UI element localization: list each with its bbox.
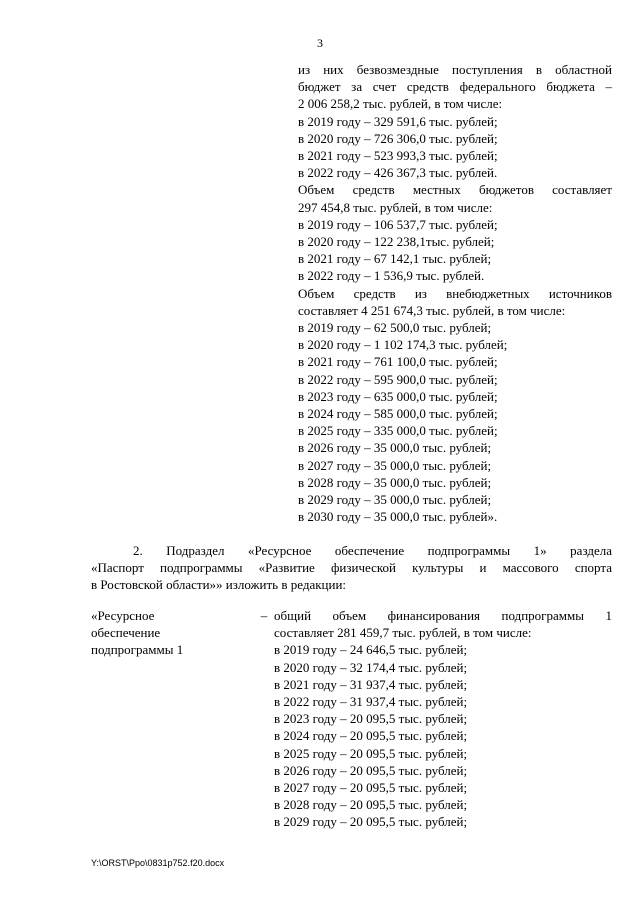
paragraph-line: в Ростовской области»» изложить в редакции: xyxy=(91,577,347,593)
federal-year-line: в 2019 году – 329 591,6 тыс. рублей; xyxy=(298,113,498,129)
value-year-line: в 2024 году – 20 095,5 тыс. рублей; xyxy=(274,728,468,744)
value-year-line: в 2022 году – 31 937,4 тыс. рублей; xyxy=(274,694,468,710)
federal-year-line: в 2022 году – 426 367,3 тыс. рублей. xyxy=(298,165,498,181)
extra-year-line: в 2025 году – 335 000,0 тыс. рублей; xyxy=(298,423,498,439)
value-year-line: в 2029 году – 20 095,5 тыс. рублей; xyxy=(274,814,468,830)
federal-intro-line: из них безвозмездные поступления в областной xyxy=(298,62,612,77)
extra-intro-line: Объем средств из внебюджетных источников xyxy=(298,285,612,301)
page-number: 3 xyxy=(317,36,323,50)
amendment-paragraph xyxy=(91,542,612,594)
federal-year-line: в 2021 году – 523 993,3 тыс. рублей; xyxy=(298,148,498,164)
federal-intro-line-2: бюджет за счет средств федерального бюджета – xyxy=(298,79,612,95)
file-path-footer: Y:\ORST\Ppo\0831p752.f20.docx xyxy=(91,858,225,868)
paragraph-line: «Паспорт подпрограммы «Развитие физической культуры и массового спорта xyxy=(91,560,612,576)
extra-year-line: в 2021 году – 761 100,0 тыс. рублей; xyxy=(298,354,498,370)
label-line: «Ресурсное xyxy=(91,608,155,623)
extra-year-line: в 2026 году – 35 000,0 тыс. рублей; xyxy=(298,440,492,456)
table-dash: – xyxy=(260,608,268,623)
value-year-line: в 2025 году – 20 095,5 тыс. рублей; xyxy=(274,745,468,761)
extra-year-line: в 2028 году – 35 000,0 тыс. рублей; xyxy=(298,474,492,490)
extra-total-line: составляет 4 251 674,3 тыс. рублей, в том числе: xyxy=(298,302,566,318)
value-year-line: в 2019 году – 24 646,5 тыс. рублей; xyxy=(274,642,468,658)
local-year-line: в 2021 году – 67 142,1 тыс. рублей; xyxy=(298,251,492,267)
value-intro-line: общий объем финансирования подпрограммы 1 xyxy=(274,608,612,623)
value-total-line: составляет 281 459,7 тыс. рублей, в том числе: xyxy=(274,625,532,641)
label-line: обеспечение xyxy=(91,625,161,641)
value-year-line: в 2023 году – 20 095,5 тыс. рублей; xyxy=(274,711,468,727)
paragraph-line: 2. Подраздел «Ресурсное обеспечение подпрограммы 1» раздела xyxy=(133,543,612,558)
extra-year-line: в 2027 году – 35 000,0 тыс. рублей; xyxy=(298,457,492,473)
extra-year-line: в 2024 году – 585 000,0 тыс. рублей; xyxy=(298,406,498,422)
local-year-line: в 2019 году – 106 537,7 тыс. рублей; xyxy=(298,216,498,232)
local-intro-line: Объем средств местных бюджетов составляет xyxy=(298,182,612,198)
value-year-line: в 2021 году – 31 937,4 тыс. рублей; xyxy=(274,676,468,692)
local-total-line: 297 454,8 тыс. рублей, в том числе: xyxy=(298,199,493,215)
value-year-line: в 2026 году – 20 095,5 тыс. рублей; xyxy=(274,762,468,778)
label-line: подпрограммы 1 xyxy=(91,642,184,658)
value-year-line: в 2027 году – 20 095,5 тыс. рублей; xyxy=(274,780,468,796)
local-year-line: в 2020 году – 122 238,1тыс. рублей; xyxy=(298,234,495,250)
federal-year-line: в 2020 году – 726 306,0 тыс. рублей; xyxy=(298,130,498,146)
extra-year-line: в 2029 году – 35 000,0 тыс. рублей; xyxy=(298,492,492,508)
extra-year-line: в 2019 году – 62 500,0 тыс. рублей; xyxy=(298,320,492,336)
federal-total-line: 2 006 258,2 тыс. рублей, в том числе: xyxy=(298,96,503,112)
table-value-cell xyxy=(274,607,612,831)
extra-year-line: в 2030 году – 35 000,0 тыс. рублей». xyxy=(298,509,498,525)
extra-year-line: в 2022 году – 595 900,0 тыс. рублей; xyxy=(298,371,498,387)
extra-year-line: в 2023 году – 635 000,0 тыс. рублей; xyxy=(298,388,498,404)
funding-sources-block xyxy=(298,61,612,525)
local-year-line: в 2022 году – 1 536,9 тыс. рублей. xyxy=(298,268,485,284)
value-year-line: в 2020 году – 32 174,4 тыс. рублей; xyxy=(274,659,468,675)
extra-year-line: в 2020 году – 1 102 174,3 тыс. рублей; xyxy=(298,337,508,353)
table-label-cell xyxy=(91,607,251,659)
value-year-line: в 2028 году – 20 095,5 тыс. рублей; xyxy=(274,797,468,813)
